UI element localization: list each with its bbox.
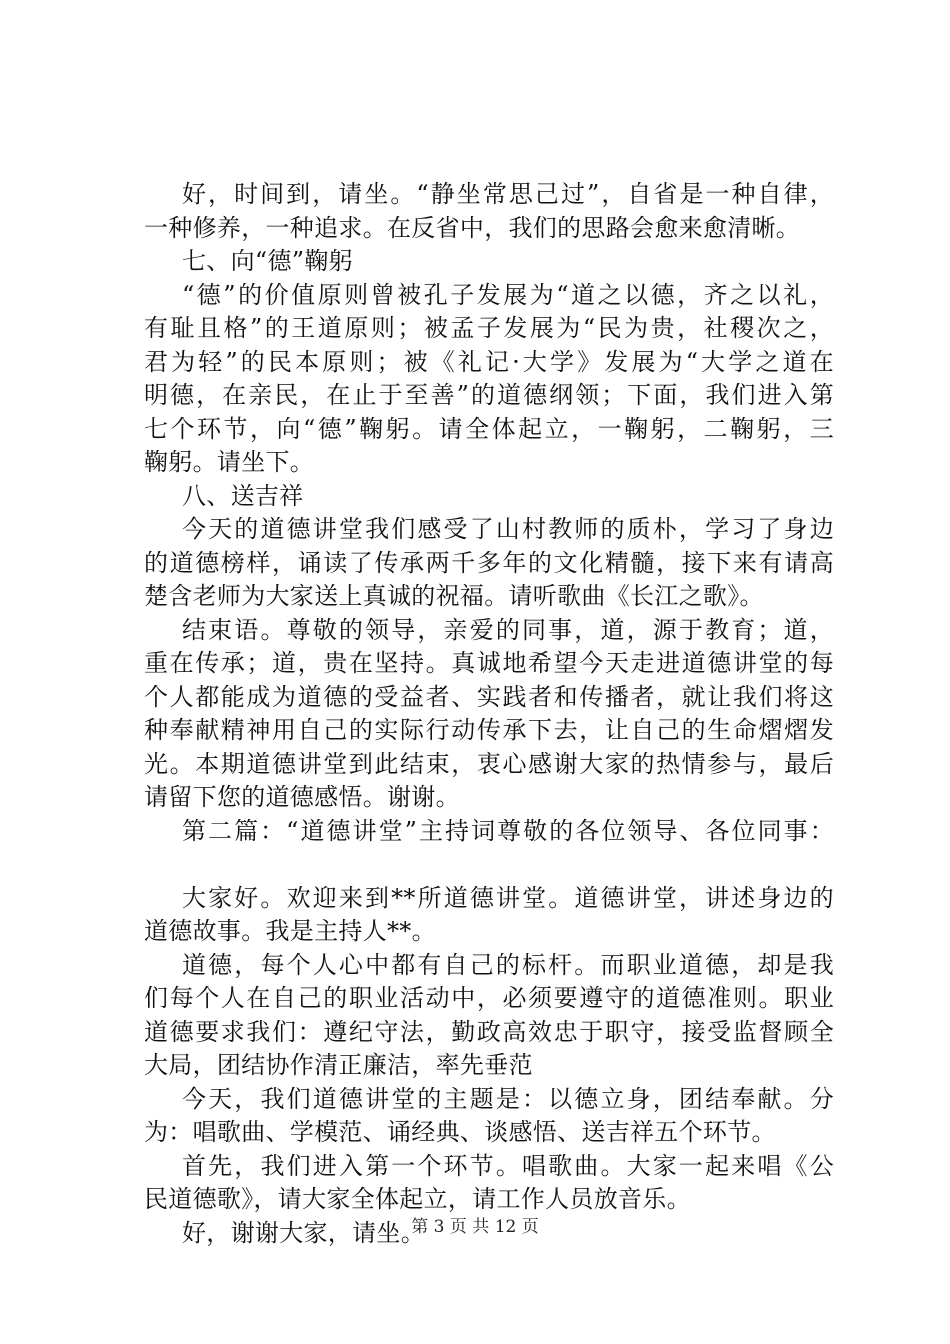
paragraph-line: “德”的价值原则曾被孔子发展为“道之以德，齐之以礼， [182, 280, 834, 309]
paragraph-line: 有耻且格”的王道原则；被孟子发展为“民为贵，社稷次之， [144, 314, 834, 342]
paragraph-line: 楚含老师为大家送上真诚的祝福。请听歌曲《长江之歌》。 [144, 582, 764, 610]
paragraph-line: 一种修养，一种追求。在反省中，我们的思路会愈来愈清晰。 [144, 213, 801, 242]
paragraph-line: 君为轻”的民本原则；被《礼记·大学》发展为“大学之道在 [144, 347, 834, 376]
page-number-footer: 第 3 页 共 12 页 [411, 1217, 539, 1237]
paragraph-line: 今天的道德讲堂我们感受了山村教师的质朴，学习了身边 [182, 515, 834, 543]
paragraph-line: 请留下您的道德感悟。谢谢。 [144, 783, 460, 811]
document-body [144, 178, 834, 1250]
paragraph-line: 好，谢谢大家，请坐。 [182, 1218, 425, 1247]
paragraph-line: 道德，每个人心中都有自己的标杆。而职业道德，却是我 [182, 950, 834, 979]
paragraph-line: 大家好。欢迎来到**所道德讲堂。道德讲堂，讲述身边的 [182, 883, 834, 912]
paragraph-line: 今天，我们道德讲堂的主题是：以德立身，团结奉献。分 [182, 1084, 834, 1113]
section-heading: 八、送吉祥 [182, 481, 304, 510]
paragraph-line: 的道德榜样，诵读了传承两千多年的文化精髓，接下来有请高 [144, 548, 834, 577]
paragraph-line: 鞠躬。请坐下。 [144, 448, 315, 476]
paragraph-line: 民道德歌》，请大家全体起立，请工作人员放音乐。 [144, 1185, 691, 1213]
paragraph-line: 大局，团结协作清正廉洁，率先垂范 [144, 1051, 533, 1079]
paragraph-line: 道德要求我们：遵纪守法，勤政高效忠于职守，接受监督顾全 [144, 1017, 834, 1046]
paragraph-line: 光。本期道德讲堂到此结束，衷心感谢大家的热情参与，最后 [144, 749, 834, 778]
paragraph-line: 重在传承；道，贵在坚持。真诚地希望今天走进道德讲堂的每 [144, 649, 834, 677]
paragraph-line: 道德故事。我是主持人**。 [144, 917, 436, 945]
section-heading: 七、向“德”鞠躬 [182, 247, 353, 275]
paragraph-line: 结束语。尊敬的领导，亲爱的同事，道，源于教育；道， [182, 615, 834, 644]
chapter-heading: 第二篇：“道德讲堂”主持词尊敬的各位领导、各位同事： [182, 816, 834, 845]
paragraph-line: 好，时间到，请坐。“静坐常思己过”，自省是一种自律， [182, 180, 834, 208]
paragraph-line: 们每个人在自己的职业活动中，必须要遵守的道德准则。职业 [144, 984, 834, 1012]
paragraph-line: 首先，我们进入第一个环节。唱歌曲。大家一起来唱《公 [182, 1151, 834, 1180]
paragraph-line: 明德，在亲民，在止于至善”的道德纲领；下面，我们进入第 [144, 381, 834, 409]
paragraph-line: 为：唱歌曲、学模范、诵经典、谈感悟、送吉祥五个环节。 [144, 1118, 776, 1146]
paragraph-line: 七个环节，向“德”鞠躬。请全体起立，一鞠躬，二鞠躬，三 [144, 414, 834, 443]
paragraph-line: 个人都能成为道德的受益者、实践者和传播者，就让我们将这 [144, 682, 834, 711]
blank-line [144, 848, 834, 882]
paragraph-line: 种奉献精神用自己的实际行动传承下去，让自己的生命熠熠发 [144, 716, 834, 744]
